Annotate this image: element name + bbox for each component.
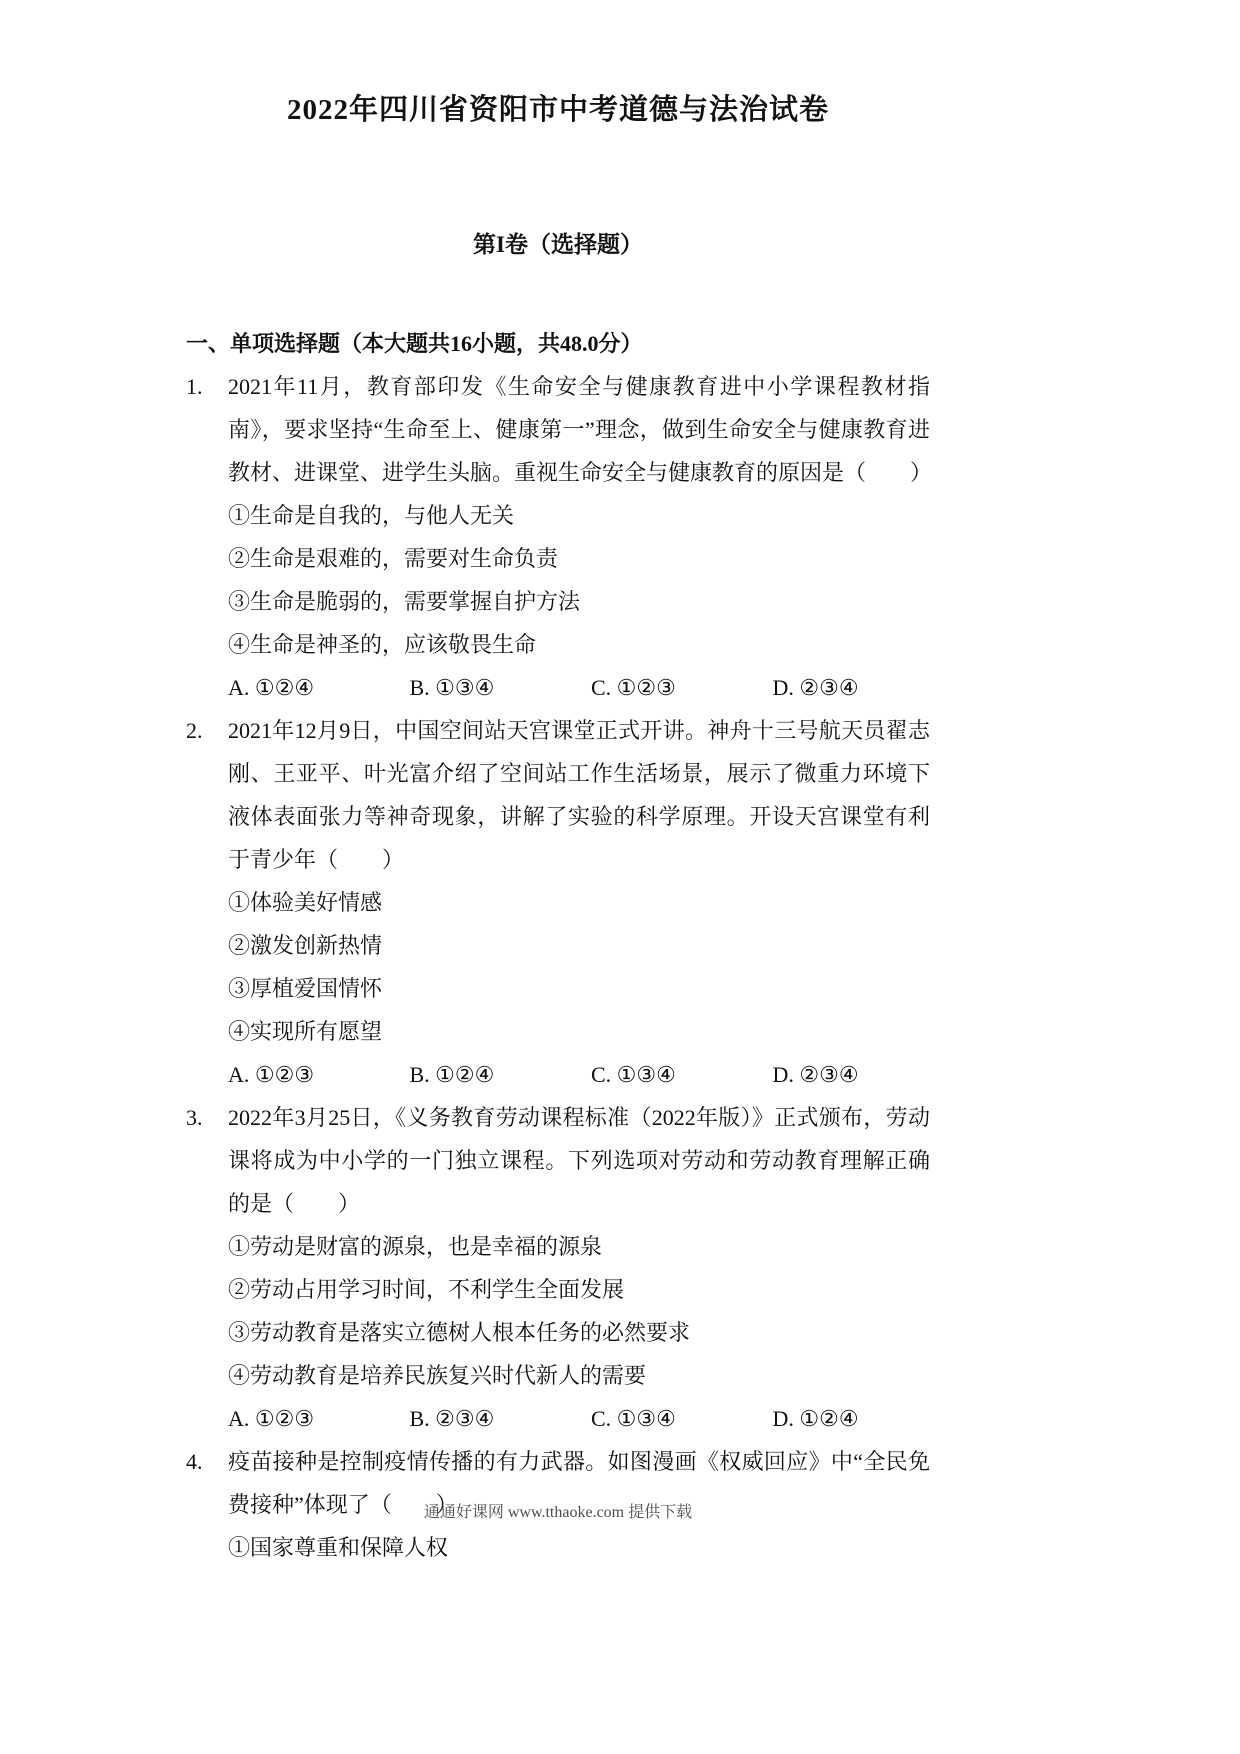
question-number: 3. (186, 1105, 203, 1130)
question-body (228, 709, 930, 1096)
question-stem: 2021年11月，教育部印发《生命安全与健康教育进中小学课程教材指南》，要求坚持“生命至上、健康第一”理念，做到生命安全与健康教育进教材、进课堂、进学生头脑。重视生命安全与健康教育的原因是（ ） (228, 374, 933, 485)
footer-credit: 通通好课网 www.tthaoke.com 提供下载 (423, 1504, 693, 1521)
page-title: 2022年四川省资阳市中考道德与法治试卷 (286, 94, 829, 126)
choice-d: D. ②③④ (772, 1062, 859, 1087)
choice-a: A. ①②③ (228, 1406, 315, 1431)
choice-b: B. ①②④ (409, 1062, 495, 1087)
choice-c: C. ①②③ (591, 675, 676, 700)
choice-b: B. ②③④ (409, 1406, 495, 1431)
choice-c: C. ①③④ (591, 1406, 676, 1431)
option-item: ①体验美好情感 (228, 890, 383, 915)
option-item: ②生命是艰难的，需要对生命负责 (228, 546, 559, 571)
choices-row (228, 666, 930, 709)
question-stem: 疫苗接种是控制疫情传播的有力武器。如图漫画《权威回应》中“全民免费接种”体现了（ ） (228, 1449, 930, 1517)
option-item: ④实现所有愿望 (228, 1019, 383, 1044)
question-number: 2. (186, 718, 203, 743)
option-item: ③厚植爱国情怀 (228, 976, 383, 1001)
option-item: ②激发创新热情 (228, 933, 383, 958)
choices-row (228, 1397, 930, 1440)
question-body (228, 1096, 930, 1440)
option-item: ①生命是自我的，与他人无关 (228, 503, 515, 528)
option-item: ③劳动教育是落实立德树人根本任务的必然要求 (228, 1320, 691, 1345)
question-stem: 2022年3月25日，《义务教育劳动课程标准（2022年版）》正式颁布，劳动课将成为中小学的一门独立课程。下列选项对劳动和劳动教育理解正确的是（ ） (228, 1105, 930, 1216)
option-item: ④劳动教育是培养民族复兴时代新人的需要 (228, 1363, 647, 1388)
section-heading: 第I卷（选择题） (473, 232, 643, 257)
option-item: ④生命是神圣的，应该敬畏生命 (228, 632, 537, 657)
question-number: 1. (186, 374, 203, 399)
choice-c: C. ①③④ (591, 1062, 676, 1087)
question-number: 4. (186, 1449, 203, 1474)
option-item: ①劳动是财富的源泉，也是幸福的源泉 (228, 1234, 603, 1259)
choice-d: D. ②③④ (772, 675, 859, 700)
part-heading: 一、单项选择题（本大题共16小题，共48.0分） (186, 331, 643, 356)
question-3 (186, 1096, 930, 1440)
option-item: ①国家尊重和保障人权 (228, 1535, 449, 1560)
question-1 (186, 365, 933, 709)
choices-row (228, 1053, 930, 1096)
choice-a: A. ①②④ (228, 675, 315, 700)
question-body (228, 365, 933, 709)
question-stem: 2021年12月9日，中国空间站天宫课堂正式开讲。神舟十三号航天员翟志刚、王亚平、叶光富介绍了空间站工作生活场景，展示了微重力环境下液体表面张力等神奇现象，讲解了实验的科学原理。开设天宫课堂有利于青少年（ ） (228, 718, 930, 872)
option-item: ②劳动占用学习时间，不利学生全面发展 (228, 1277, 625, 1302)
option-item: ③生命是脆弱的，需要掌握自护方法 (228, 589, 581, 614)
choice-d: D. ①②④ (772, 1406, 859, 1431)
choice-b: B. ①③④ (409, 675, 495, 700)
choice-a: A. ①②③ (228, 1062, 315, 1087)
question-2 (186, 709, 930, 1096)
